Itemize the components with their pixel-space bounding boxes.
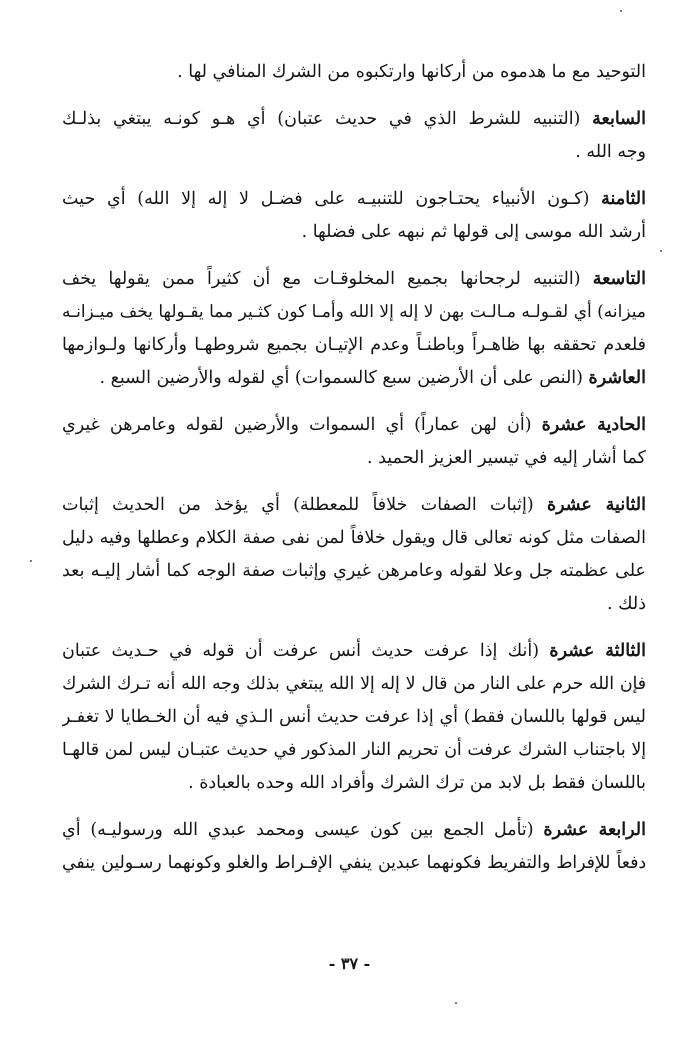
text-line: الحادية عشرة (أن لهن عماراً) أي السموات والأرضين لقوله وعامرهن غيري (62, 415, 646, 435)
scan-speck (455, 1002, 457, 1004)
scan-speck (660, 250, 662, 252)
text-line: الثانية عشرة (إثبات الصفات خلافاً للمعطلة) أي يؤخذ من الحديث إثبات (62, 495, 646, 515)
text-line: العاشرة (النص على أن الأرضين سبع كالسموات) أي لقوله والأرضين السبع . (99, 368, 646, 388)
text-line: فإن الله حرم على النار من قال لا إله إلا الله يبتغي بذلك وجه الله أنه تـرك الشرك (62, 674, 646, 694)
paragraph-7 (62, 103, 646, 169)
text-line: التوحيد مع ما هدموه من أركانها وارتكبوه من الشرك المنافي لها . (177, 62, 646, 82)
text-line: فلعدم تحققه بها ظاهـراً وباطنـاً وعدم الإتيـان بجميع شروطهـا وأركانها ولـوازمها (62, 335, 646, 355)
heading-thirteenth: الثالثة عشرة (549, 641, 646, 661)
heading-eleventh: الحادية عشرة (541, 415, 646, 435)
paragraph-14 (62, 814, 646, 880)
heading-seventh: السابعة (592, 109, 646, 129)
heading-twelfth: الثانية عشرة (546, 495, 646, 515)
heading-ninth: التاسعة (592, 269, 646, 289)
text-line: إلا باجتناب الشرك عرفت أن تحريم النار المذكور في حديث عتبـان ليس لمن قالهـا (62, 740, 646, 760)
scan-speck (30, 560, 32, 562)
text-line: أرشد الله موسى إلى قولها ثم نبهه على فضلها . (301, 222, 646, 242)
text-line: ذلك . (607, 594, 646, 614)
text-line: الثالثة عشرة (أنك إذا عرفت حديث أنس عرفت أن قوله في حـديث عتبان (62, 641, 646, 661)
heading-tenth: العاشرة (588, 368, 646, 388)
text-line: التاسعة (التنبيه لرجحانها بجميع المخلوقـات مع أن كثيراً ممن يقولها يخف (62, 269, 646, 289)
paragraph-11 (62, 409, 646, 475)
text-line: وجه الله . (575, 142, 646, 162)
scan-speck (620, 10, 622, 12)
paragraph-1 (62, 56, 646, 89)
paragraph-12 (62, 489, 646, 621)
text-line: الرابعة عشرة (تأمل الجمع بين كون عيسى ومحمد عبدي الله ورسوليـه) أي (62, 820, 646, 840)
text-line: باللسان فقط بل لابد من ترك الشرك وأفراد الله وحده بالعبادة . (188, 773, 646, 793)
text-line: الصفات مثل كونه تعالى قال ويقول خلافاً لمن نفى صفة الكلام وعطلها وفيه دليل (62, 528, 646, 548)
text-line: كما أشار إليه في تيسير العزيز الحميد . (367, 448, 646, 468)
text-line: ليس قولها باللسان فقط) أي إذا عرفت حديث أنس الـذي فيه أن الخـطايا لا تغفـر (62, 707, 646, 727)
heading-eighth: الثامنة (601, 189, 646, 209)
paragraph-13 (62, 635, 646, 800)
text-line: على عظمته جل وعلا لقوله وعامرهن غيري وإثبات صفة الوجه كما أشار إليـه بعد (62, 561, 646, 581)
paragraph-8 (62, 183, 646, 249)
page-text (62, 56, 646, 880)
text-line: دفعاً للإفراط والتفريط فكونهما عبدين ينفي الإفـراط والغلو وكونهما رسـولين ينفي (62, 853, 646, 873)
page-number: - ٣٧ - (328, 954, 371, 973)
heading-fourteenth: الرابعة عشرة (543, 820, 646, 840)
text-line: السابعة (التنبيه للشرط الذي في حديث عتبان) أي هـو كونـه يبتغي بذلـك (62, 109, 646, 129)
text-line: الثامنة (كـون الأنبياء يحتـاجون للتنبيـه على فضـل لا إله إلا الله) أي حيث (62, 189, 646, 209)
text-line: ميزانه) أي لقـولـه مـالـت بهن لا إله إلا الله وأمـا كون كثـير مما يقـولها يخف ميـزانـه (62, 302, 646, 322)
paragraph-9 (62, 263, 646, 395)
